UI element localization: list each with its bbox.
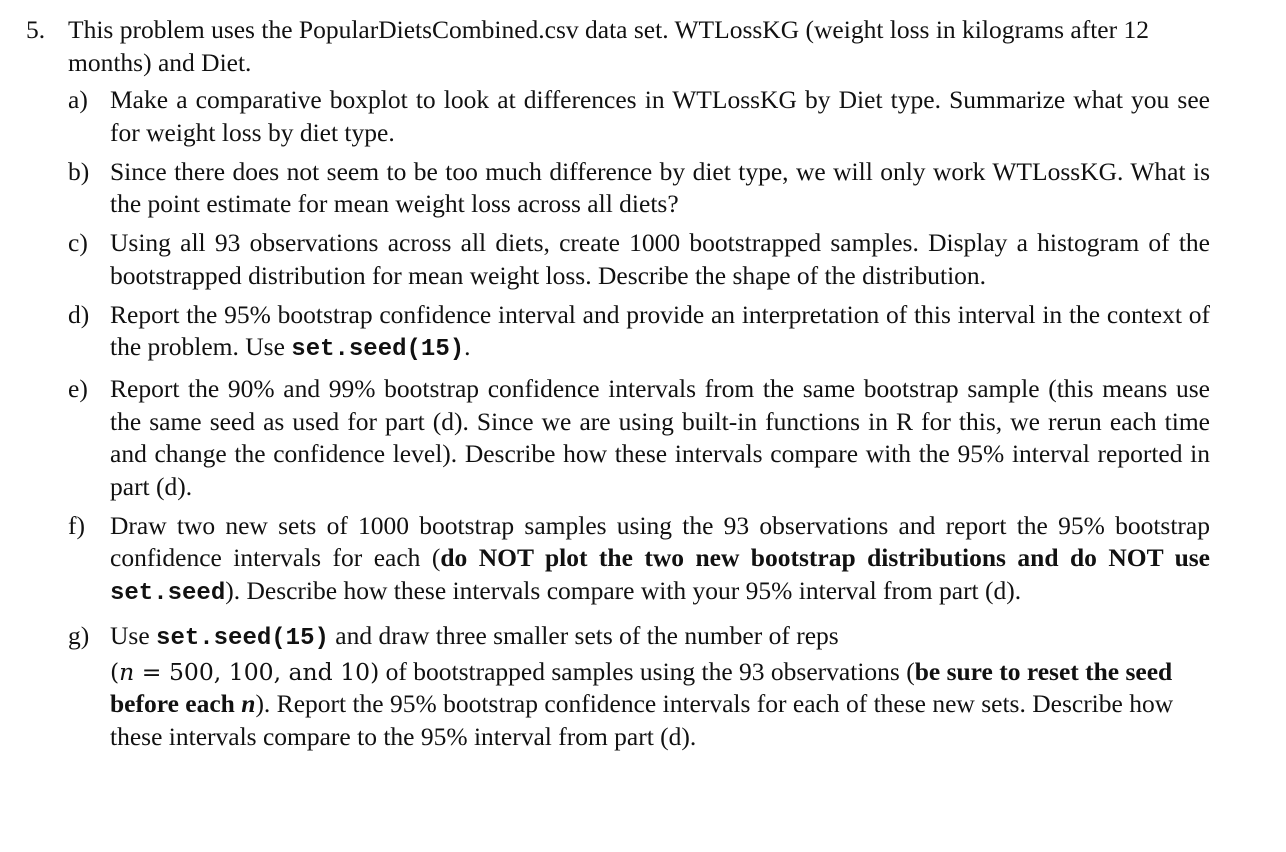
- part-g-label: g): [68, 621, 90, 650]
- part-g-text-1: and draw three smaller sets of the number of reps: [328, 621, 839, 650]
- problem-intro: This problem uses the PopularDietsCombined.csv data set. WTLossKG (weight loss in kilograms after 12 months) and Diet.: [68, 15, 1149, 77]
- part-a: [0, 84, 1210, 149]
- part-g-text-2: of bootstrapped samples using the 93 observations (: [379, 656, 915, 686]
- part-f-text: Draw two new sets of 1000 bootstrap samples using the 93 observations and report the 95% bootstrap confidence intervals for each (: [110, 510, 1210, 572]
- part-d-text-end: .: [464, 332, 471, 361]
- problem-number: 5.: [26, 15, 46, 44]
- part-c: [0, 227, 1210, 292]
- part-g-math-n: n: [119, 657, 135, 686]
- part-f-code: set.seed: [110, 579, 226, 607]
- part-a-text: Make a comparative boxplot to look at differences in WTLossKG by Diet type. Summarize what you see for weight loss by diet type.: [110, 85, 1210, 147]
- part-d-code: set.seed(15): [291, 336, 465, 363]
- part-d-label: d): [68, 299, 90, 329]
- part-f: [0, 510, 1210, 611]
- part-g-math-eq: =: [134, 657, 169, 686]
- part-g: [0, 620, 1210, 753]
- part-b-text: Since there does not seem to be too much difference by diet type, we will only work WTLossKG. What is the point estimate for mean weight loss across all diets?: [110, 156, 1210, 218]
- part-a-label: a): [68, 85, 88, 114]
- part-g-text-3: ). Report the 95% bootstrap confidence intervals for each of these new sets. Describe how these intervals compare to the 95% interval from part (d).: [110, 689, 1174, 751]
- document-page: [0, 14, 1286, 760]
- part-e: [0, 373, 1210, 503]
- part-e-text: Report the 90% and 99% bootstrap confidence intervals from the same bootstrap sample (this means use the same seed as used for part (d). Since we are using built-in functions in R for this, we rerun each time and change the confidence level). Describe how these intervals compare with the 95% interval reported in part (d).: [110, 374, 1210, 501]
- part-f-bold-text: do NOT plot the two new bootstrap distributions and do NOT use: [440, 543, 1210, 572]
- part-e-label: e): [68, 374, 88, 403]
- part-c-label: c): [68, 228, 88, 257]
- part-g-text-use: Use: [110, 621, 157, 650]
- part-g-math-values: 500, 100, and 10): [168, 657, 380, 686]
- problem-statement: [0, 14, 1218, 79]
- part-d-text: Report the 95% bootstrap confidence interval and provide an interpretation of this interval in the context of the problem. Use: [110, 299, 1210, 361]
- part-b-label: b): [68, 156, 90, 186]
- part-g-code: set.seed(15): [156, 625, 329, 652]
- part-g-bold-n: n: [241, 689, 256, 718]
- part-g-bold-text: be sure to reset the seed before each: [110, 656, 1173, 718]
- part-b: [0, 156, 1210, 221]
- part-f-text-end: ). Describe how these intervals compare with your 95% interval from part (d).: [225, 575, 1022, 605]
- part-c-text: Using all 93 observations across all diets, create 1000 bootstrapped samples. Display a histogram of the bootstrapped distribution for mean weight loss. Describe the shape of the distribution.: [110, 228, 1210, 290]
- part-d: [0, 299, 1210, 367]
- problem-parts-list: [0, 84, 1286, 753]
- part-f-label: f): [68, 510, 85, 540]
- part-g-math-open: (: [110, 657, 120, 686]
